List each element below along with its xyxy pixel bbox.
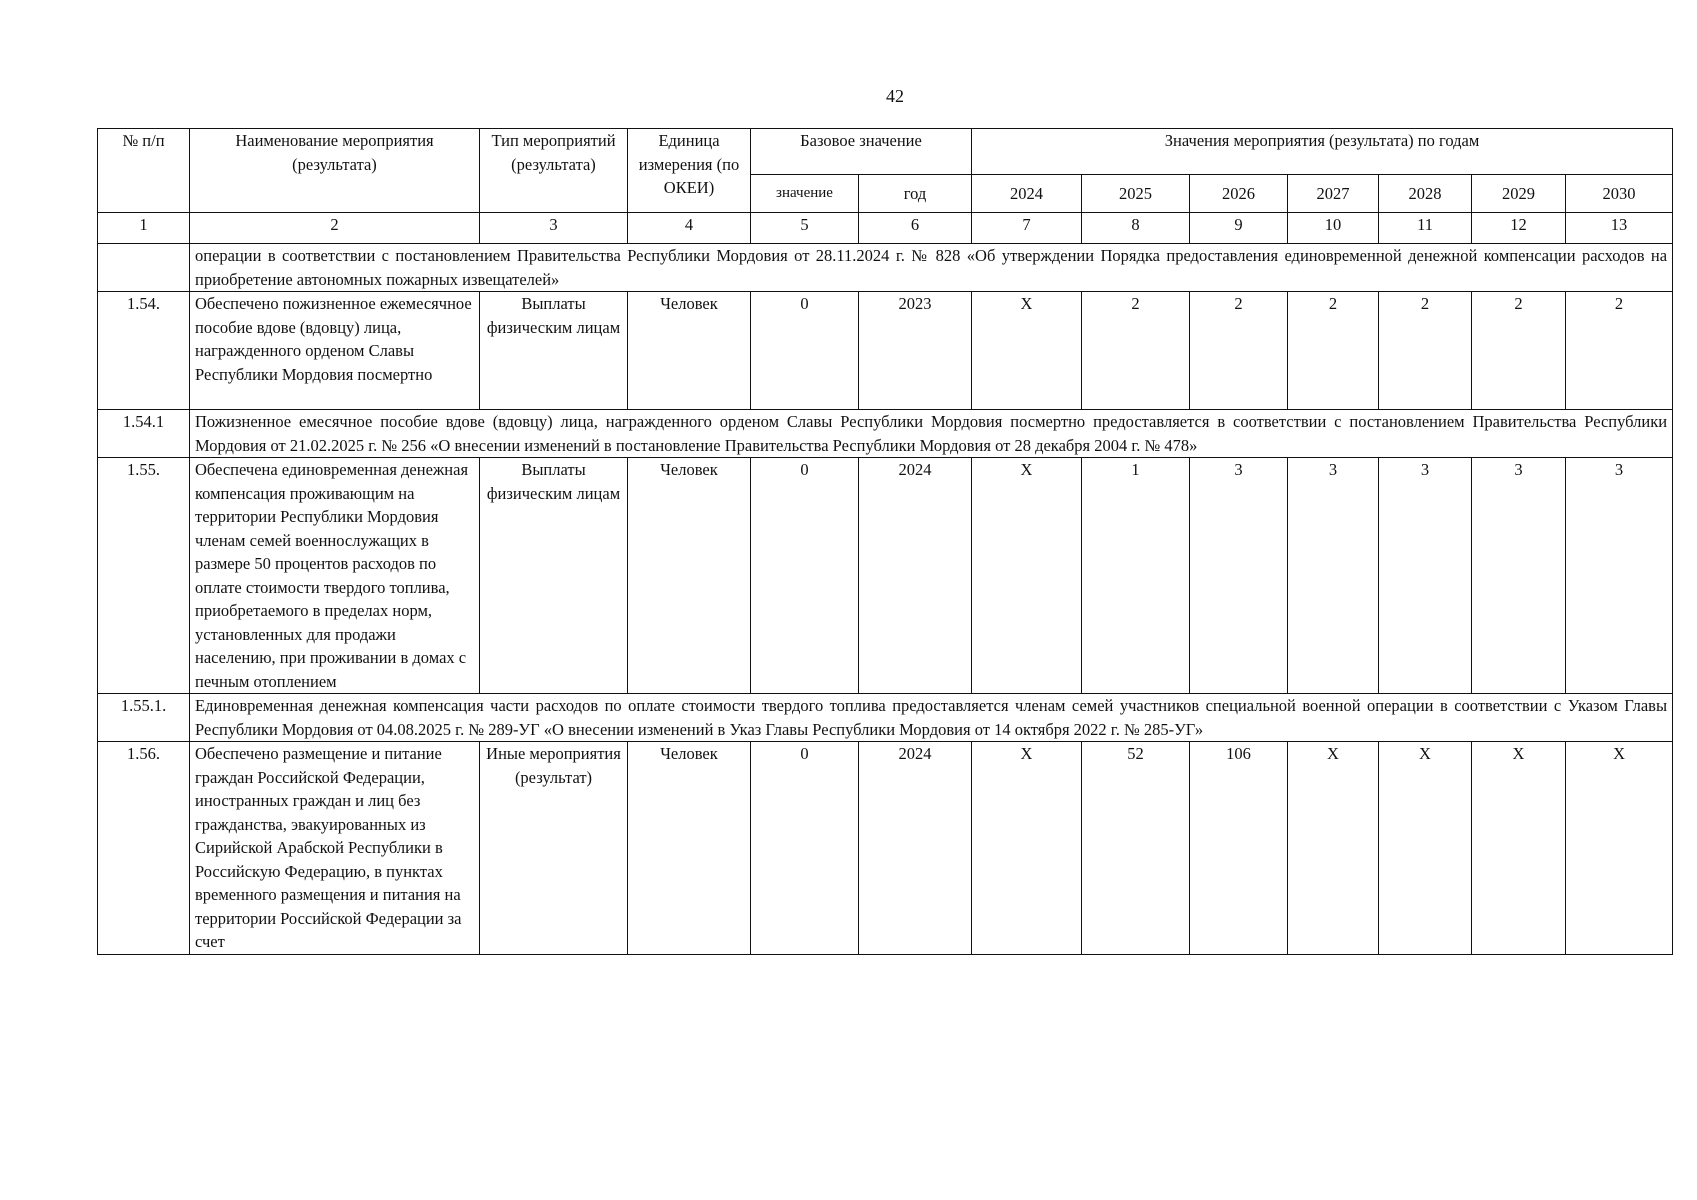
row-value: 2 [1379,292,1472,410]
row-name: Обеспечено размещение и питание граждан Российской Федерации, иностранных граждан и лиц без гражданства, эвакуированных из Сирийской Арабской Республики в Российскую Федерацию, в пунктах временного размещения и питания на территории Российской Федерации за счет [190,742,480,955]
header-unit: Единица измерения (по ОКЕИ) [628,129,751,213]
column-number: 3 [480,213,628,244]
column-number: 8 [1082,213,1190,244]
row-type: Иные мероприятия (результат) [480,742,628,955]
row-value: 3 [1288,458,1379,694]
header-year: 2027 [1288,175,1379,213]
row-number: 1.55.1. [98,694,190,742]
row-value: 1 [1082,458,1190,694]
row-value: 52 [1082,742,1190,955]
row-unit: Человек [628,458,751,694]
column-number: 13 [1566,213,1673,244]
column-number: 10 [1288,213,1379,244]
table-row [98,292,1673,410]
column-number: 9 [1190,213,1288,244]
row-base-year: 2024 [859,742,972,955]
table-row-note [98,694,1673,742]
row-number: 1.56. [98,742,190,955]
header-year: 2026 [1190,175,1288,213]
page-number: 42 [886,86,904,106]
header-base-year: год [859,175,972,213]
row-value: 2 [1082,292,1190,410]
row-value: 3 [1566,458,1673,694]
column-number: 1 [98,213,190,244]
table-row [98,458,1673,694]
row-number [98,244,190,292]
row-value: 3 [1472,458,1566,694]
row-value: 2 [1190,292,1288,410]
row-value: X [1472,742,1566,955]
row-type: Выплаты физическим лицам [480,458,628,694]
row-base-value: 0 [751,458,859,694]
row-value: 2 [1566,292,1673,410]
header-year: 2028 [1379,175,1472,213]
row-value: 2 [1288,292,1379,410]
row-number: 1.55. [98,458,190,694]
row-name: Обеспечено пожизненное ежемесячное пособие вдове (вдовцу) лица, награжденного орденом Славы Республики Мордовия посмертно [190,292,480,410]
table-row-note [98,244,1673,292]
row-value: X [1379,742,1472,955]
row-number: 1.54.1 [98,410,190,458]
column-number: 7 [972,213,1082,244]
row-base-year: 2023 [859,292,972,410]
table-row-note [98,410,1673,458]
row-value: X [972,742,1082,955]
row-base-value: 0 [751,742,859,955]
column-number: 12 [1472,213,1566,244]
header-years: Значения мероприятия (результата) по годам [972,129,1673,175]
header-year: 2025 [1082,175,1190,213]
column-number: 2 [190,213,480,244]
row-value: X [1566,742,1673,955]
header-year: 2029 [1472,175,1566,213]
column-number: 6 [859,213,972,244]
column-number: 4 [628,213,751,244]
row-note-text: Пожизненное емесячное пособие вдове (вдовцу) лица, награжденного орденом Славы Республики Мордовия посмертно предоставляется в соответствии с постановлением Правительства Республики Мордовия от 21.02.2025 г. № 256 «О внесении изменений в постановление Правительства Республики Мордовия от 28 декабря 2004 г. № 478» [190,410,1673,458]
row-value: X [972,292,1082,410]
row-value: 2 [1472,292,1566,410]
table-row [98,742,1673,955]
row-value: X [1288,742,1379,955]
measures-table [97,128,1673,955]
column-number: 11 [1379,213,1472,244]
row-value: 3 [1379,458,1472,694]
row-number: 1.54. [98,292,190,410]
row-type: Выплаты физическим лицам [480,292,628,410]
header-base-value: значение [751,175,859,213]
row-base-value: 0 [751,292,859,410]
header-name: Наименование мероприятия (результата) [190,129,480,213]
row-name: Обеспечена единовременная денежная компенсация проживающим на территории Республики Мордовия членам семей военнослужащих в размере 50 процентов расходов по оплате стоимости твердого топлива, приобретаемого в пределах норм, установленных для продажи населению, при проживании в домах с печным отоплением [190,458,480,694]
row-base-year: 2024 [859,458,972,694]
header-year: 2024 [972,175,1082,213]
row-value: 3 [1190,458,1288,694]
header-base: Базовое значение [751,129,972,175]
row-value: 106 [1190,742,1288,955]
header-num: № п/п [98,129,190,213]
row-value: X [972,458,1082,694]
row-note-text: операции в соответствии с постановлением Правительства Республики Мордовия от 28.11.2024 г. № 828 «Об утверждении Порядка предоставления единовременной денежной компенсации расходов на приобретение автономных пожарных извещателей» [190,244,1673,292]
column-number: 5 [751,213,859,244]
row-unit: Человек [628,292,751,410]
header-type: Тип мероприятий (результата) [480,129,628,213]
header-year: 2030 [1566,175,1673,213]
row-note-text: Единовременная денежная компенсация части расходов по оплате стоимости твердого топлива предоставляется членам семей участников специальной военной операции в соответствии с Указом Главы Республики Мордовия от 04.08.2025 г. № 289-УГ «О внесении изменений в Указ Главы Республики Мордовия от 14 октября 2022 г. № 285-УГ» [190,694,1673,742]
row-unit: Человек [628,742,751,955]
